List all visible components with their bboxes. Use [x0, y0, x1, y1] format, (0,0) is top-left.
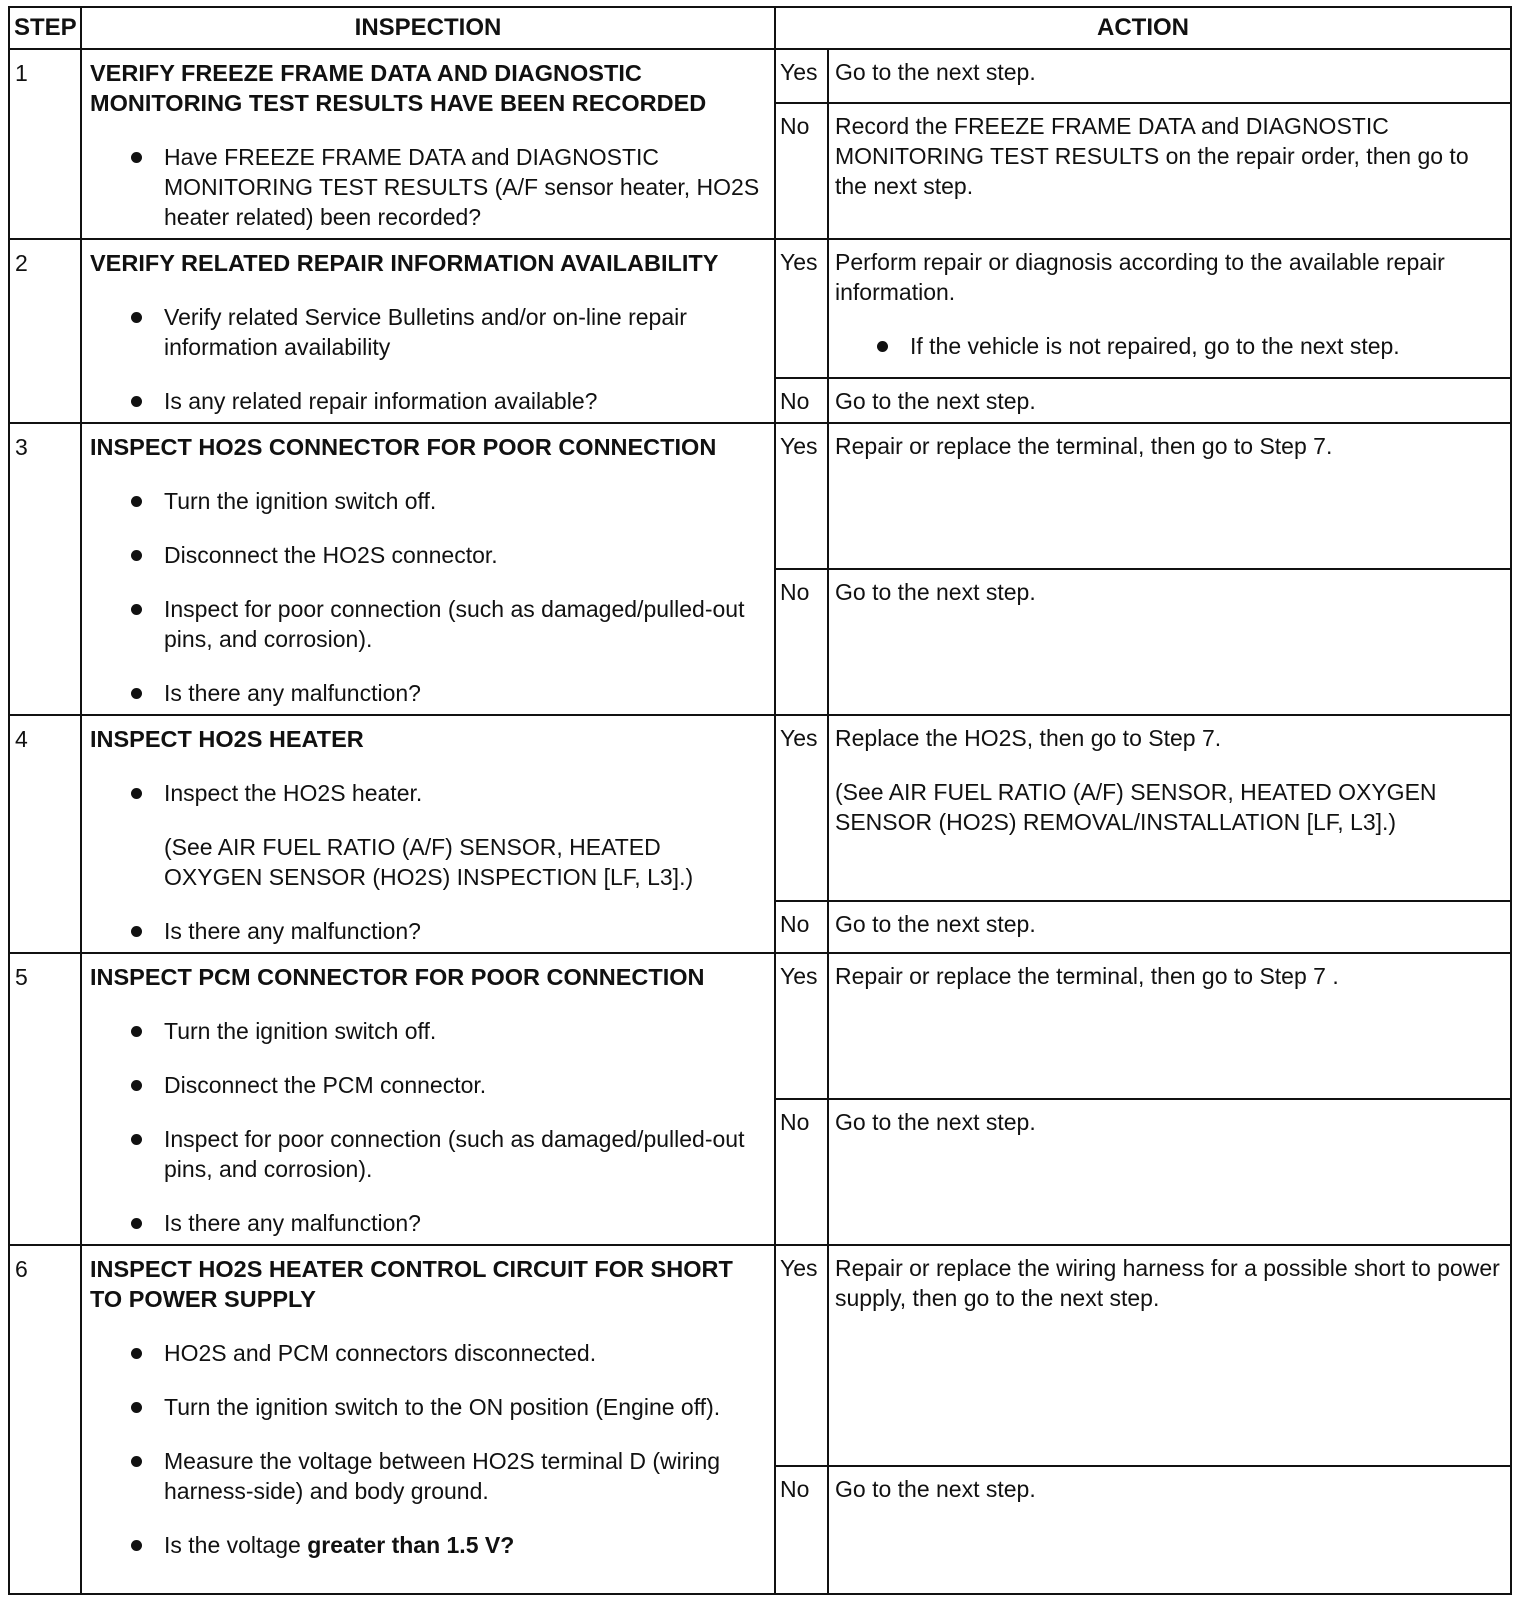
bullet-item: Inspect the HO2S heater. [164, 778, 764, 808]
bullet-icon [131, 152, 142, 163]
yes-label: Yes [775, 1245, 828, 1466]
no-action: Go to the next step. [828, 1466, 1511, 1594]
bullet-item: Turn the ignition switch to the ON position (Engine off). [164, 1392, 764, 1422]
reference-note: (See AIR FUEL RATIO (A/F) SENSOR, HEATED OXYGEN SENSOR (HO2S) REMOVAL/INSTALLATION [LF, L3].) [835, 779, 1437, 835]
yes-action [828, 715, 1511, 901]
action-header: ACTION [775, 7, 1511, 49]
diagnostic-procedure-table [8, 6, 1512, 1595]
no-label: No [775, 103, 828, 239]
bullet-icon [131, 312, 142, 323]
yes-action: Repair or replace the wiring harness for a possible short to power supply, then go to the next step. [828, 1245, 1511, 1466]
step-header: STEP [9, 7, 81, 49]
no-action: Go to the next step. [828, 378, 1511, 423]
bullet-icon [131, 926, 142, 937]
no-action: Record the FREEZE FRAME DATA and DIAGNOSTIC MONITORING TEST RESULTS on the repair order, then go to the next step. [828, 103, 1511, 239]
step-title: INSPECT HO2S HEATER CONTROL CIRCUIT FOR SHORT TO POWER SUPPLY [90, 1256, 733, 1312]
no-action: Go to the next step. [828, 569, 1511, 715]
bullet-item: Have FREEZE FRAME DATA and DIAGNOSTIC MONITORING TEST RESULTS (A/F sensor heater, HO2S heater related) been recorded? [164, 142, 764, 232]
bullet-icon [131, 788, 142, 799]
bullet-item: Turn the ignition switch off. [164, 1016, 764, 1046]
bullet-item: Is there any malfunction? [164, 678, 764, 708]
bullet-item: HO2S and PCM connectors disconnected. [164, 1338, 764, 1368]
bullet-icon [131, 1218, 142, 1229]
no-label: No [775, 569, 828, 715]
step-number: 3 [9, 423, 81, 715]
bullet-icon [131, 1402, 142, 1413]
no-action: Go to the next step. [828, 901, 1511, 953]
step-number: 1 [9, 49, 81, 239]
no-label: No [775, 901, 828, 953]
bullet-icon [131, 1134, 142, 1145]
bullet-item: Disconnect the HO2S connector. [164, 540, 764, 570]
bullet-icon [877, 341, 888, 352]
bullet-item: Inspect for poor connection (such as damaged/pulled-out pins, and corrosion). [164, 1124, 764, 1184]
step-number: 4 [9, 715, 81, 953]
step-2-inspection [81, 239, 775, 423]
step-1-yes-row [9, 49, 1511, 103]
bullet-item: Verify related Service Bulletins and/or on-line repair information availability [164, 302, 764, 362]
no-label: No [775, 378, 828, 423]
bullet-icon [131, 1540, 142, 1551]
bullet-icon [131, 1456, 142, 1467]
bullet-icon [131, 550, 142, 561]
reference-note: (See AIR FUEL RATIO (A/F) SENSOR, HEATED OXYGEN SENSOR (HO2S) INSPECTION [LF, L3].) [164, 834, 694, 890]
yes-action: Repair or replace the terminal, then go to Step 7 . [828, 953, 1511, 1099]
bullet-icon [131, 396, 142, 407]
step-title: INSPECT HO2S CONNECTOR FOR POOR CONNECTION [90, 434, 717, 460]
step-title: VERIFY RELATED REPAIR INFORMATION AVAILABILITY [90, 250, 719, 276]
no-label: No [775, 1099, 828, 1245]
step-number: 5 [9, 953, 81, 1245]
yes-label: Yes [775, 953, 828, 1099]
step-3-yes-row [9, 423, 1511, 569]
yes-label: Yes [775, 49, 828, 103]
header-row [9, 7, 1511, 49]
yes-label: Yes [775, 715, 828, 901]
voltage-threshold: greater than 1.5 V? [307, 1532, 515, 1558]
step-6-yes-row [9, 1245, 1511, 1466]
yes-action-text: Replace the HO2S, then go to Step 7. [835, 725, 1222, 751]
step-6-inspection [81, 1245, 775, 1594]
yes-action: Go to the next step. [828, 49, 1511, 103]
step-2-yes-row [9, 239, 1511, 378]
bullet-item: Disconnect the PCM connector. [164, 1070, 764, 1100]
yes-label: Yes [775, 239, 828, 378]
bullet-item: If the vehicle is not repaired, go to the next step. [910, 331, 1502, 361]
step-title: INSPECT HO2S HEATER [90, 726, 364, 752]
yes-action-text: Perform repair or diagnosis according to the available repair information. [835, 249, 1445, 305]
step-5-yes-row [9, 953, 1511, 1099]
step-number: 6 [9, 1245, 81, 1594]
step-5-inspection [81, 953, 775, 1245]
yes-label: Yes [775, 423, 828, 569]
bullet-icon [131, 1348, 142, 1359]
bullet-icon [131, 688, 142, 699]
step-title: VERIFY FREEZE FRAME DATA AND DIAGNOSTIC MONITORING TEST RESULTS HAVE BEEN RECORDED [90, 60, 707, 116]
inspection-header: INSPECTION [81, 7, 775, 49]
bullet-item: Is any related repair information available? [164, 386, 764, 416]
step-1-inspection [81, 49, 775, 239]
step-4-inspection [81, 715, 775, 953]
bullet-icon [131, 1080, 142, 1091]
bullet-icon [131, 1026, 142, 1037]
step-3-inspection [81, 423, 775, 715]
no-action: Go to the next step. [828, 1099, 1511, 1245]
step-title: INSPECT PCM CONNECTOR FOR POOR CONNECTION [90, 964, 705, 990]
bullet-item: Is there any malfunction? [164, 1208, 764, 1238]
bullet-item: Measure the voltage between HO2S terminal D (wiring harness-side) and body ground. [164, 1446, 764, 1506]
step-4-yes-row [9, 715, 1511, 901]
bullet-icon [131, 604, 142, 615]
bullet-icon [131, 496, 142, 507]
no-label: No [775, 1466, 828, 1594]
bullet-item: Inspect for poor connection (such as damaged/pulled-out pins, and corrosion). [164, 594, 764, 654]
bullet-item: Is there any malfunction? [164, 916, 764, 946]
yes-action [828, 239, 1511, 378]
step-number: 2 [9, 239, 81, 423]
bullet-item: Is the voltage greater than 1.5 V? [164, 1530, 764, 1560]
yes-action: Repair or replace the terminal, then go to Step 7. [828, 423, 1511, 569]
bullet-item: Turn the ignition switch off. [164, 486, 764, 516]
